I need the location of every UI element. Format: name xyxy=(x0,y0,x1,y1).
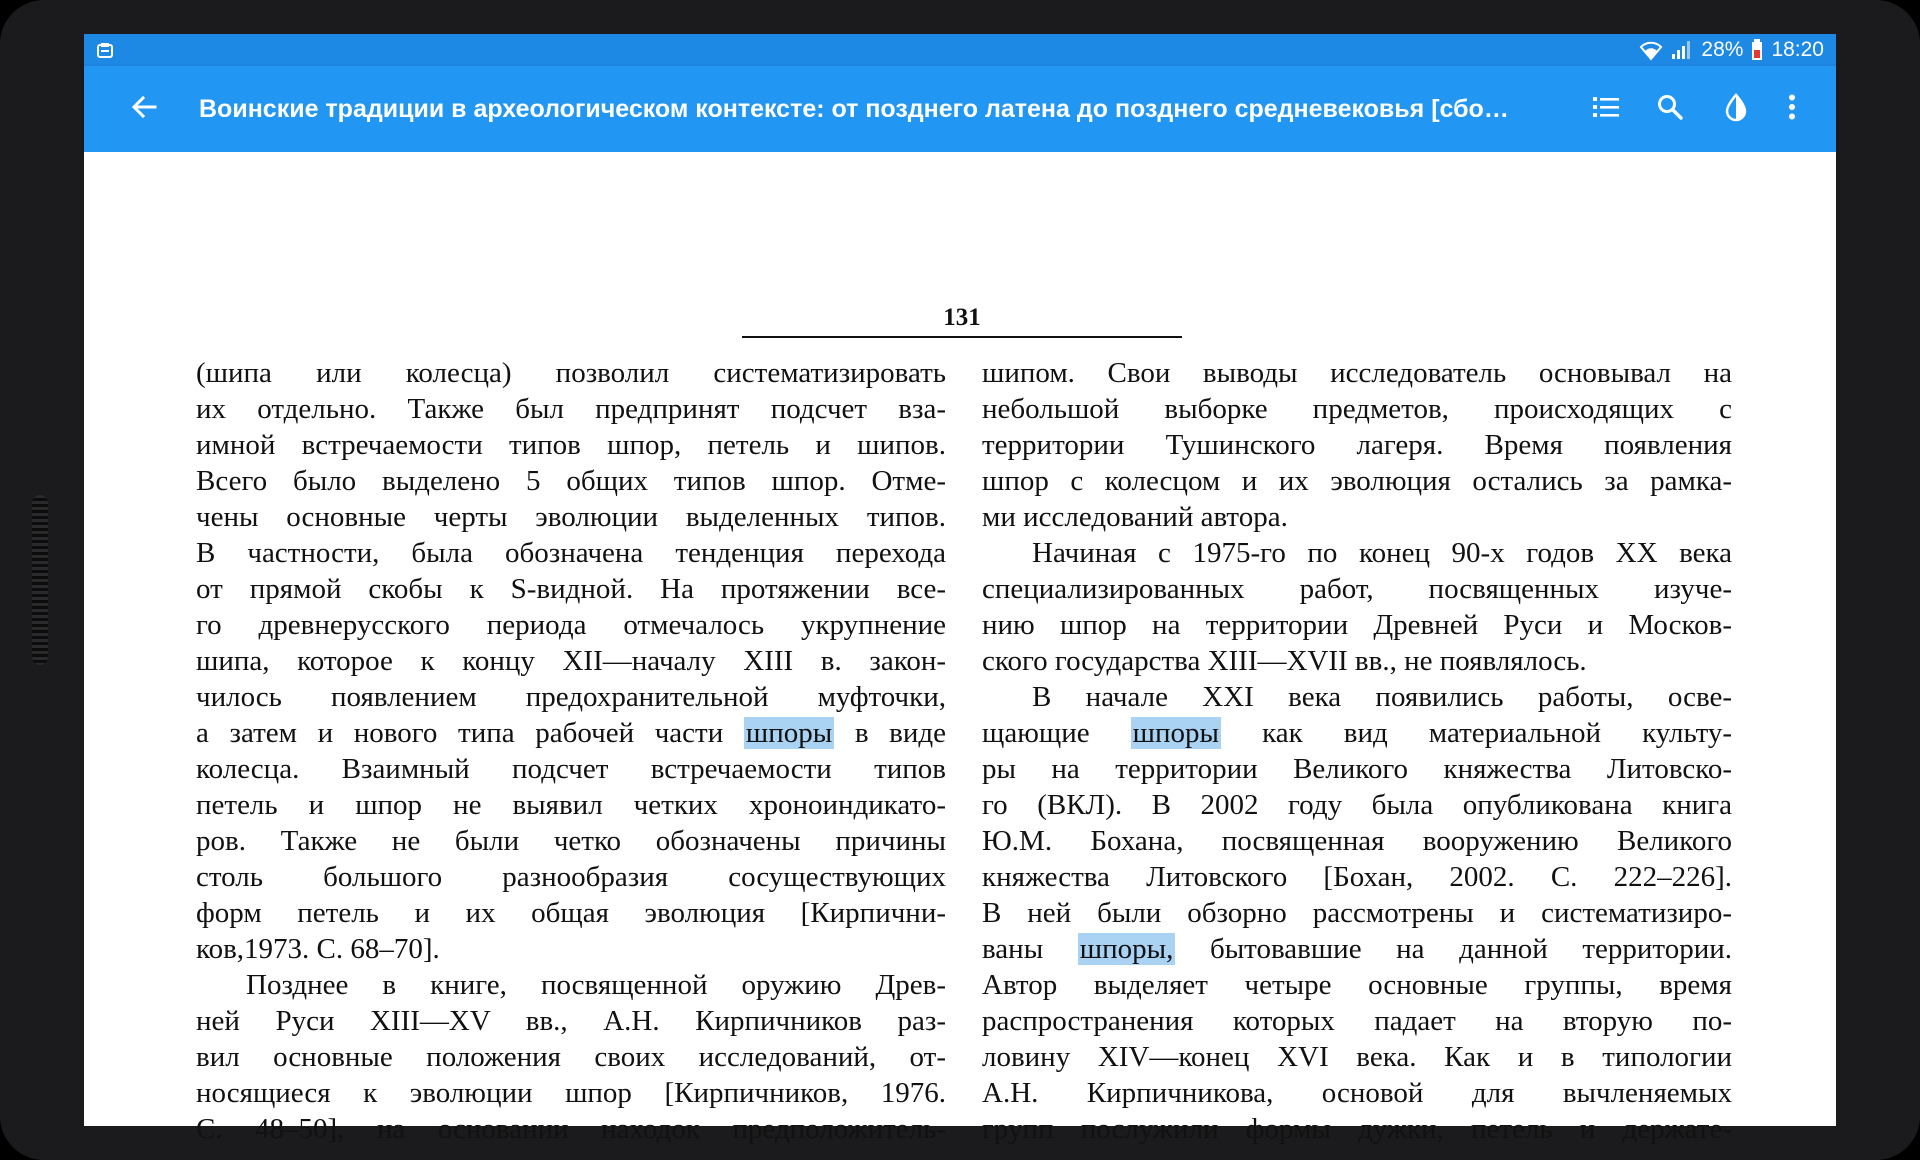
line-text: территории Тушинского лагеря. Время появления xyxy=(982,429,1732,461)
text-line xyxy=(982,463,1732,499)
text-line xyxy=(982,571,1732,607)
line-text: Всего было выделено 5 общих типов шпор. Отме- xyxy=(196,465,946,497)
line-text: носящиеся к эволюции шпор [Кирпичников, 1976. xyxy=(196,1077,946,1109)
text-line xyxy=(196,427,946,463)
contrast-icon xyxy=(1725,93,1747,126)
line-text: А.Н. Кирпичникова, основой для вычленяемых xyxy=(982,1077,1732,1109)
text-line xyxy=(982,715,1732,751)
line-text: С. 48–50], на основании находок предположитель- xyxy=(196,1113,946,1145)
text-line xyxy=(982,859,1732,895)
text-line xyxy=(982,751,1732,787)
text-line xyxy=(982,1075,1732,1111)
header-rule xyxy=(742,336,1182,338)
text-line xyxy=(196,535,946,571)
text-line xyxy=(196,823,946,859)
line-text: ского государства XIII—XVII вв., не появлялось. xyxy=(982,645,1587,677)
battery-percent: 28% xyxy=(1701,38,1744,61)
screen xyxy=(84,34,1836,1145)
line-text: чены основные черты эволюции выделенных типов. xyxy=(196,501,946,533)
text-line xyxy=(196,967,946,1003)
line-text-after: как вид материальной культу- xyxy=(1262,717,1733,749)
contrast-button[interactable] xyxy=(1708,81,1764,137)
line-text: ней Руси XIII—XV вв., А.Н. Кирпичников раз- xyxy=(196,1005,946,1037)
line-text: а затем и нового типа рабочей части xyxy=(196,717,724,749)
line-text: их отдельно. Также был предпринят подсчет вза- xyxy=(196,393,946,425)
text-line xyxy=(982,823,1732,859)
line-text: имной встречаемости типов шпор, петель и шипов. xyxy=(196,429,946,461)
line-text: небольшой выборке предметов, происходящих с xyxy=(982,393,1732,425)
cellular-signal-icon xyxy=(1671,40,1693,60)
side-hardware-button[interactable] xyxy=(32,495,48,665)
line-text: ры на территории Великого княжества Литовско- xyxy=(982,753,1732,785)
text-line xyxy=(196,1111,946,1147)
text-line xyxy=(196,787,946,823)
text-line xyxy=(196,895,946,931)
more-vert-icon xyxy=(1788,94,1796,125)
search-highlight[interactable]: шпоры, xyxy=(1079,933,1174,965)
line-text: ков,1973. С. 68–70]. xyxy=(196,933,440,965)
line-text: Начиная с 1975-го по конец 90-х годов XX века xyxy=(1032,537,1732,569)
line-text: вил основные положения своих исследований, от- xyxy=(196,1041,946,1073)
notification-clipboard-icon xyxy=(96,42,114,58)
back-arrow-icon xyxy=(131,95,157,124)
line-text-after: бытовавшие на данной территории. xyxy=(1209,933,1733,965)
battery-low-icon xyxy=(1751,39,1763,61)
status-indicators xyxy=(1639,38,1824,62)
text-line xyxy=(982,499,1732,535)
text-line xyxy=(982,607,1732,643)
text-line xyxy=(982,679,1732,715)
line-text: В начале XXI века появились работы, осве- xyxy=(1032,681,1732,713)
text-line xyxy=(982,931,1732,967)
wifi-icon xyxy=(1639,39,1663,61)
text-line xyxy=(982,967,1732,1003)
text-line xyxy=(196,1039,946,1075)
more-options-button[interactable] xyxy=(1764,81,1820,137)
line-text: колесца. Взаимный подсчет встречаемости типов xyxy=(196,753,946,785)
line-text: В ней были обзорно рассмотрены и систематизиро- xyxy=(982,897,1732,929)
text-line xyxy=(982,427,1732,463)
text-line xyxy=(982,787,1732,823)
page-number: 131 xyxy=(943,304,981,331)
line-text: от прямой скобы к S-видной. На протяжении все- xyxy=(196,573,946,605)
line-text: нию шпор на территории Древней Руси и Москов- xyxy=(982,609,1732,641)
text-line xyxy=(196,355,946,391)
search-button[interactable] xyxy=(1642,81,1698,137)
status-bar xyxy=(84,34,1836,66)
text-column-left xyxy=(196,355,946,1147)
back-button[interactable] xyxy=(116,81,172,137)
line-text: (шипа или колесца) позволил систематизировать xyxy=(196,357,946,389)
line-text: щающие xyxy=(982,717,1090,749)
text-line xyxy=(982,535,1732,571)
text-line xyxy=(196,715,946,751)
line-text: шпор с колесцом и их эволюция остались за рамка- xyxy=(982,465,1732,497)
text-line xyxy=(982,643,1732,679)
line-text: ров. Также не были четко обозначены причины xyxy=(196,825,946,857)
line-text: шипа, которое к концу XII—началу XIII в. закон- xyxy=(196,645,946,677)
text-line xyxy=(196,751,946,787)
text-line xyxy=(196,499,946,535)
line-text: столь большого разнообразия сосуществующих xyxy=(196,861,946,893)
line-text: княжества Литовского [Бохан, 2002. С. 222–226]. xyxy=(982,861,1732,893)
text-line xyxy=(982,1039,1732,1075)
text-line xyxy=(982,895,1732,931)
search-highlight[interactable]: шпоры xyxy=(745,717,833,749)
line-text: го древнерусского периода отмечалось укрупнение xyxy=(196,609,946,641)
app-bar xyxy=(84,66,1836,152)
text-line xyxy=(196,859,946,895)
text-line xyxy=(196,571,946,607)
line-text: В частности, была обозначена тенденция перехода xyxy=(196,537,946,569)
line-text: Ю.М. Бохана, посвященная вооружению Великого xyxy=(982,825,1732,857)
line-text-after: в виде xyxy=(854,717,946,749)
line-text: ми исследований автора. xyxy=(982,501,1288,533)
line-text: форм петель и их общая эволюция [Кирпични- xyxy=(196,897,946,929)
text-line xyxy=(196,679,946,715)
toc-list-icon xyxy=(1593,96,1619,123)
line-text: специализированных работ, посвященных изуче- xyxy=(982,573,1732,605)
line-text: распространения которых падает на вторую по- xyxy=(982,1005,1732,1037)
document-page[interactable] xyxy=(84,152,1836,1145)
text-line xyxy=(982,1003,1732,1039)
line-text: шипом. Свои выводы исследователь основывал на xyxy=(982,357,1732,389)
text-line xyxy=(982,355,1732,391)
line-text: ловину XIV—конец XVI века. Как и в типологии xyxy=(982,1041,1732,1073)
line-text: Автор выделяет четыре основные группы, время xyxy=(982,969,1732,1001)
line-text: петель и шпор не выявил четких хроноиндикато- xyxy=(196,789,946,821)
line-text: групп послужили формы дужки, петель и держате- xyxy=(982,1113,1732,1145)
text-line xyxy=(196,643,946,679)
text-line xyxy=(196,463,946,499)
text-line xyxy=(196,1003,946,1039)
line-text: чилось появлением предохранительной муфточки, xyxy=(196,681,946,713)
clock: 18:20 xyxy=(1771,38,1824,61)
text-line xyxy=(196,1075,946,1111)
search-highlight[interactable]: шпоры xyxy=(1132,717,1220,749)
book-title: Воинские традиции в археологическом контексте: от позднего латена до позднего средневековья [сбо… xyxy=(199,95,1509,123)
text-line xyxy=(982,391,1732,427)
text-line xyxy=(982,1111,1732,1147)
line-text: го (ВКЛ). В 2002 году была опубликована книга xyxy=(982,789,1732,821)
text-line xyxy=(196,931,946,967)
table-of-contents-button[interactable] xyxy=(1578,81,1634,137)
search-icon xyxy=(1657,94,1683,125)
line-text: ваны xyxy=(982,933,1044,965)
text-column-right xyxy=(982,355,1732,1147)
line-text: Позднее в книге, посвященной оружию Древ- xyxy=(246,969,946,1001)
text-line xyxy=(196,607,946,643)
text-line xyxy=(196,391,946,427)
